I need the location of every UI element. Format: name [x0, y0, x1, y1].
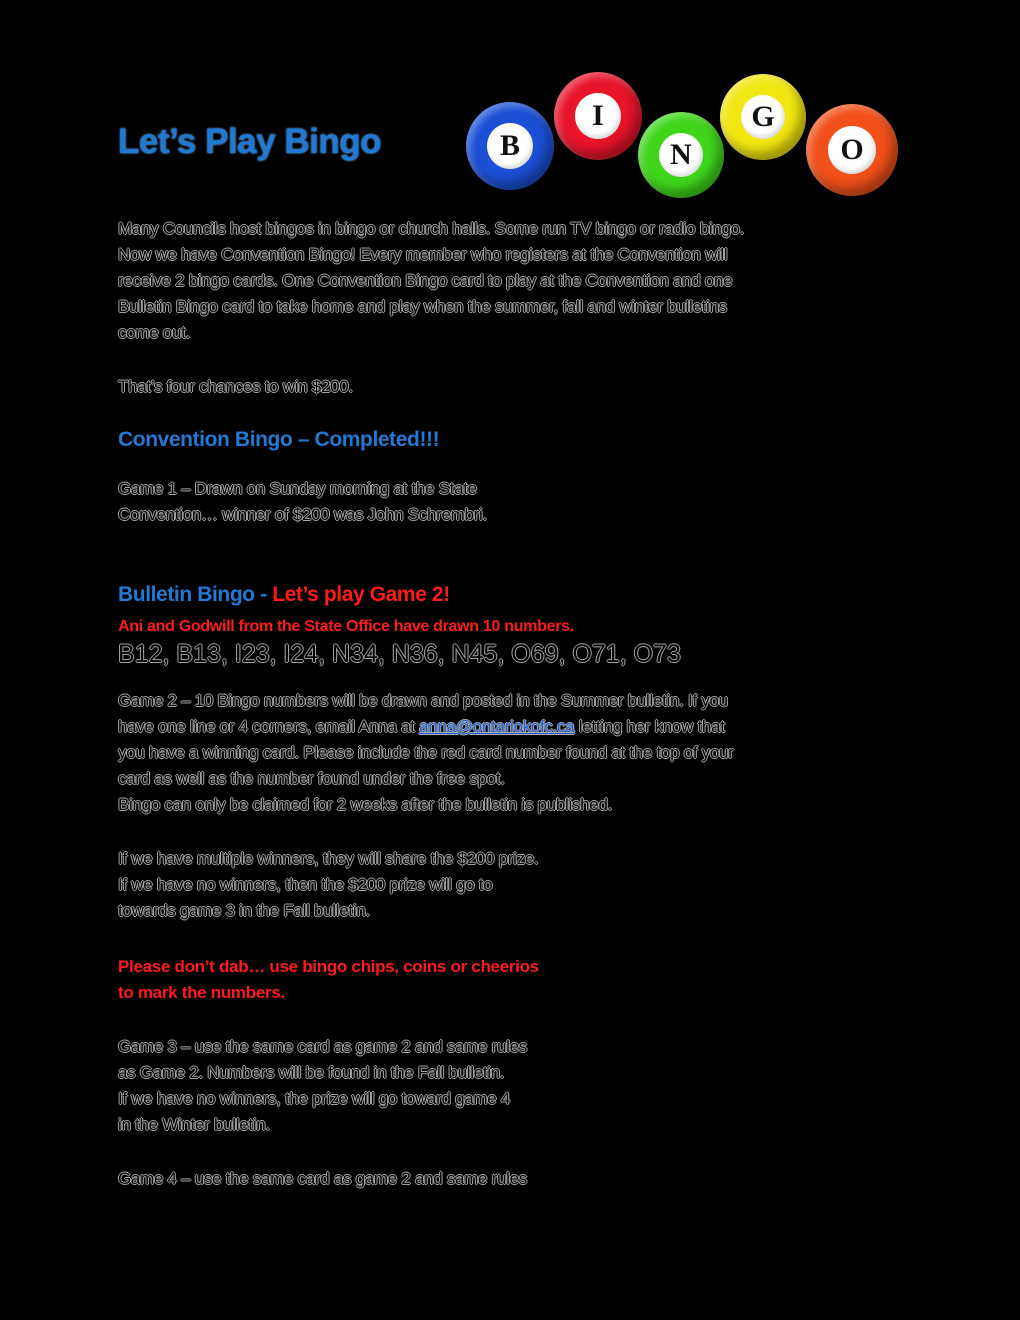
ball-letter-g: G	[741, 95, 786, 140]
intro-line: Bulletin Bingo card to take home and play when the summer, fall and winter bulletins	[118, 297, 727, 316]
game2-text: letting her know that	[574, 717, 725, 736]
dab-note-line: to mark the numbers.	[118, 983, 285, 1002]
intro-paragraph	[118, 216, 744, 346]
ball-letter-i: I	[575, 93, 621, 139]
game2-line: Bingo can only be claimed for 2 weeks after the bulletin is published.	[118, 795, 613, 814]
game4-text: Game 4 – use the same card as game 2 and same rules	[118, 1169, 527, 1188]
dab-note-line: Please don’t dab… use bingo chips, coins or cheerios	[118, 957, 539, 976]
game1-paragraph	[118, 476, 487, 528]
bingo-ball-i	[554, 72, 642, 160]
intro-line: receive 2 bingo cards. One Convention Bingo card to play at the Convention and one	[118, 271, 733, 290]
ball-letter-n: N	[659, 133, 704, 178]
game3-line: as Game 2. Numbers will be found in the Fall bulletin.	[118, 1063, 505, 1082]
game2-text: have one line or 4 corners, email Anna at	[118, 717, 420, 736]
game1-line: Game 1 – Drawn on Sunday morning at the State	[118, 479, 477, 498]
bingo-ball-b	[466, 102, 554, 190]
intro-line: Now we have Convention Bingo! Every member who registers at the Convention will	[118, 245, 728, 264]
game1-line: Convention… winner of $200 was John Schrembri.	[118, 505, 487, 524]
game2-line: you have a winning card. Please include the red card number found at the top of your	[118, 743, 734, 762]
game3-line: If we have no winners, the prize will go toward game 4	[118, 1089, 511, 1108]
ball-letter-o: O	[828, 126, 876, 174]
winners-paragraph	[118, 846, 538, 924]
convention-heading: Convention Bingo – Completed!!!	[118, 428, 440, 451]
winners-line: If we have no winners, then the $200 prize will go to	[118, 875, 493, 894]
bingo-ball-g	[720, 74, 806, 160]
chances-text: That’s four chances to win $200.	[118, 377, 353, 396]
bulletin-heading	[118, 583, 450, 607]
winners-line: towards game 3 in the Fall bulletin.	[118, 901, 370, 920]
drawn-note: Ani and Godwill from the State Office have drawn 10 numbers.	[118, 618, 574, 635]
bulletin-heading-label: Bulletin Bingo -	[118, 583, 273, 606]
email-link[interactable]: anna@ontariokofc.ca	[419, 717, 575, 736]
intro-line: Many Councils host bingos in bingo or church halls. Some run TV bingo or radio bingo.	[118, 219, 745, 238]
game2-line: card as well as the number found under the free spot.	[118, 769, 505, 788]
game2-line	[118, 714, 734, 740]
ball-letter-b: B	[487, 123, 533, 169]
game3-line: Game 3 – use the same card as game 2 and same rules	[118, 1037, 527, 1056]
game3-line: in the Winter bulletin.	[118, 1115, 270, 1134]
game2-line: Game 2 – 10 Bingo numbers will be drawn and posted in the Summer bulletin. If you	[118, 691, 728, 710]
page-title: Let’s Play Bingo	[118, 122, 381, 161]
bulletin-heading-callout: Let’s play Game 2!	[272, 583, 450, 606]
game2-paragraph	[118, 688, 734, 818]
bingo-logo	[460, 70, 910, 200]
winners-line: If we have multiple winners, they will share the $200 prize.	[118, 849, 539, 868]
bingo-ball-n	[638, 112, 724, 198]
dab-note	[118, 954, 539, 1006]
drawn-numbers: B12, B13, I23, I24, N34, N36, N45, O69, O71, O73	[118, 640, 681, 668]
game3-paragraph	[118, 1034, 527, 1138]
intro-line: come out.	[118, 323, 190, 342]
bingo-ball-o	[806, 104, 898, 196]
